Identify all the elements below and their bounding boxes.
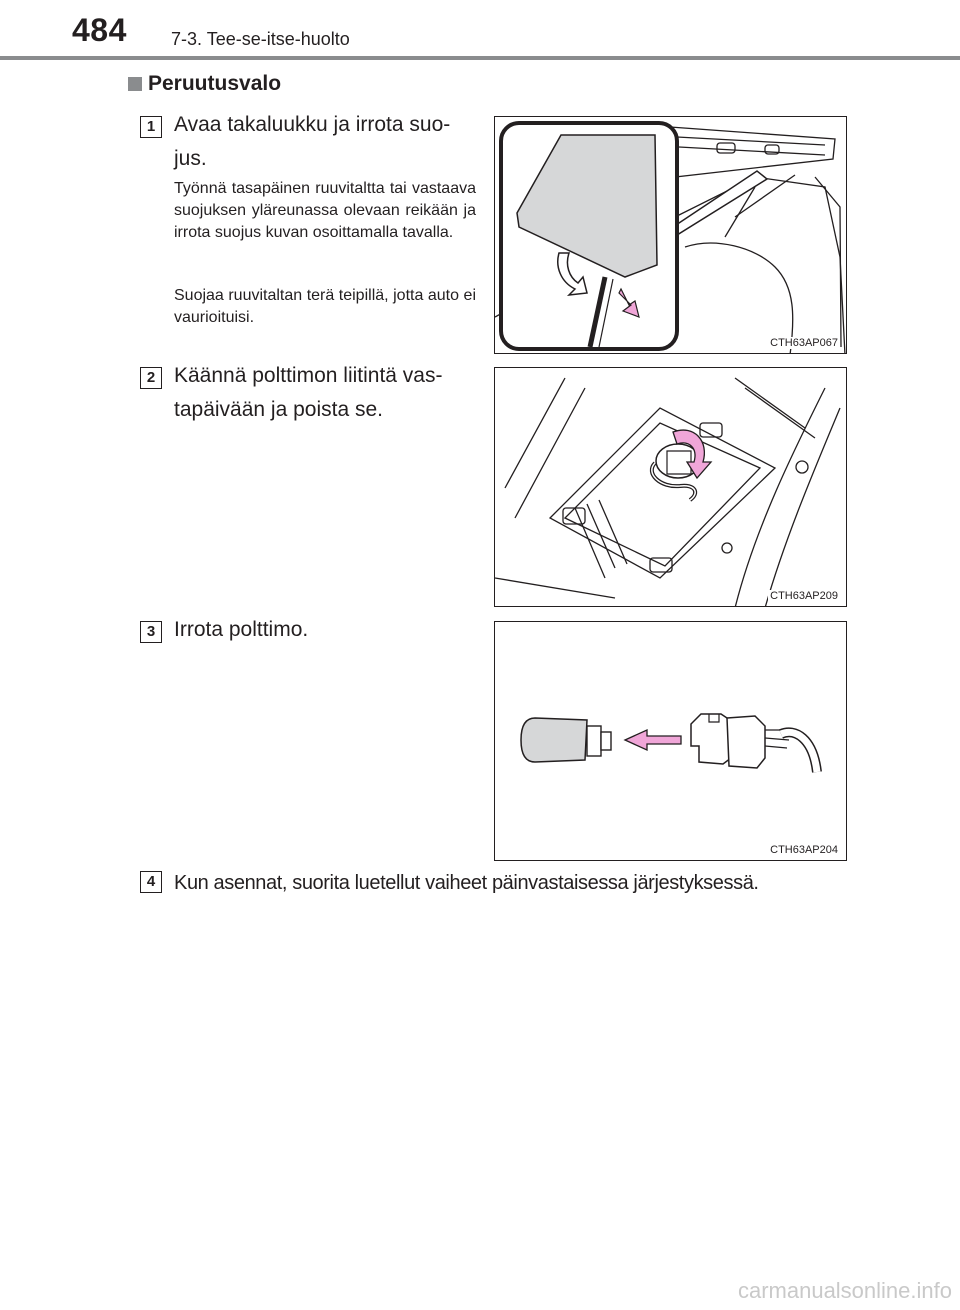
footer-watermark: carmanualsonline.info [737, 1278, 952, 1303]
figure-code: CTH63AP067 [770, 337, 838, 349]
step-1-note-2: Suojaa ruuvitaltan terä teipillä, jotta auto ei vaurioituisi. [174, 287, 476, 326]
section-title-text: Peruutusvalo [148, 72, 282, 95]
section-title [128, 72, 281, 96]
step-3-text: Irrota polttimo. [174, 618, 309, 641]
figure-remove-bulb [494, 621, 847, 861]
step-number-3: 3 [140, 621, 162, 643]
square-bullet-icon [128, 77, 142, 91]
socket-illustration [495, 368, 847, 607]
figure-remove-cover [494, 116, 847, 354]
step-4-text: Kun asennat, suorita luetellut vaiheet päinvastaisessa järjestyksessä. [174, 872, 759, 894]
step-2-text: Käännä polttimon liitintä vas- tapäivään ja poista se. [174, 364, 443, 421]
figure-code: CTH63AP209 [770, 590, 838, 602]
header-rule [0, 56, 960, 60]
step-1-text: Avaa takaluukku ja irrota suo- jus. [174, 113, 451, 170]
step-number-4: 4 [140, 871, 162, 893]
tailgate-illustration [495, 117, 847, 354]
figure-turn-socket [494, 367, 847, 607]
step-1-note-1: Työnnä tasapäinen ruuvitaltta tai vastaava suojuksen yläreunassa olevaan reikään ja irrota suojus kuvan osoittamalla tavalla. [174, 180, 476, 241]
section-heading: 7-3. Tee-se-itse-huolto [171, 29, 350, 49]
step-number-1: 1 [140, 116, 162, 138]
page-number: 484 [72, 12, 127, 48]
bulb-illustration [495, 622, 847, 861]
step-number-2: 2 [140, 367, 162, 389]
figure-code: CTH63AP204 [770, 844, 838, 856]
